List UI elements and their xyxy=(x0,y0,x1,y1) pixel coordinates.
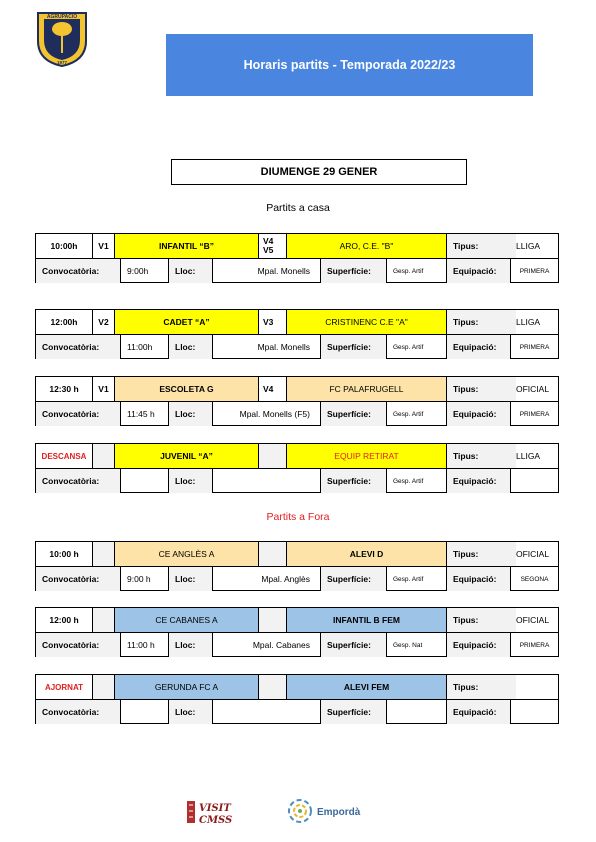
match-row xyxy=(36,377,558,401)
tipus-value xyxy=(510,675,558,699)
match-card xyxy=(35,233,559,283)
page-title: Horaris partits - Temporada 2022/23 xyxy=(243,58,456,72)
away-field-code: V4 V5 xyxy=(258,234,286,258)
away-team: EQUIP RETIRAT xyxy=(286,444,446,468)
details-row xyxy=(36,401,558,426)
club-logo xyxy=(36,11,88,67)
home-field-code xyxy=(92,608,114,632)
logo-year: 1977 xyxy=(56,60,68,65)
superficie-label: Superfície: xyxy=(320,469,386,493)
details-row xyxy=(36,699,558,724)
equipacio-label: Equipació: xyxy=(446,700,510,724)
equipacio-label: Equipació: xyxy=(446,567,510,591)
lloc-label: Lloc: xyxy=(168,700,212,724)
superficie-label: Superfície: xyxy=(320,633,386,657)
home-field-code: V2 xyxy=(92,310,114,334)
visit-text: VISIT xyxy=(199,803,231,814)
tipus-value: LLIGA xyxy=(516,451,541,461)
away-team: FC PALAFRUGELL xyxy=(286,377,446,401)
superficie-label: Superfície: xyxy=(320,259,386,283)
tipus-value: OFICIAL xyxy=(516,384,550,394)
convocatoria-label: Convocatòria: xyxy=(36,259,120,283)
home-field-code xyxy=(92,542,114,566)
lloc-value: Mpal. Cabanes xyxy=(212,633,320,657)
lloc-value xyxy=(212,700,320,724)
convocatoria-label: Convocatòria: xyxy=(36,567,120,591)
emporda-logo xyxy=(287,796,377,826)
superficie-value xyxy=(386,700,446,724)
equipacio-label: Equipació: xyxy=(446,335,510,359)
convocatoria-value: 11:00h xyxy=(120,335,168,359)
away-field-code: V4 xyxy=(258,377,286,401)
equipacio-value xyxy=(510,700,558,724)
convocatoria-label: Convocatòria: xyxy=(36,700,120,724)
details-row xyxy=(36,632,558,657)
equipacio-value: PRIMERA xyxy=(510,402,558,426)
match-time: 12:30 h xyxy=(49,384,79,394)
match-card xyxy=(35,443,559,493)
match-time: 10:00h xyxy=(50,241,78,251)
away-field-code xyxy=(258,675,286,699)
convocatoria-value: 9:00h xyxy=(120,259,168,283)
convocatoria-value xyxy=(120,700,168,724)
home-team: JUVENIL “A” xyxy=(114,444,258,468)
lloc-value: Mpal. Monells (F5) xyxy=(212,402,320,426)
convocatoria-value: 11:00 h xyxy=(120,633,168,657)
visit-cmss-logo xyxy=(185,797,255,827)
cmss-text: CMSS xyxy=(199,815,233,826)
away-team: ARO, C.E. "B" xyxy=(286,234,446,258)
superficie-value: Gesp. Nat xyxy=(386,633,446,657)
tipus-value: LLIGA xyxy=(516,317,541,327)
tipus-label: Tipus: xyxy=(446,444,516,468)
superficie-label: Superfície: xyxy=(320,402,386,426)
home-team: INFANTIL “B” xyxy=(114,234,258,258)
convocatoria-label: Convocatòria: xyxy=(36,335,120,359)
convocatoria-label: Convocatòria: xyxy=(36,402,120,426)
match-row xyxy=(36,234,558,258)
match-card xyxy=(35,607,559,657)
details-row xyxy=(36,566,558,591)
home-field-code: V1 xyxy=(92,234,114,258)
lloc-label: Lloc: xyxy=(168,567,212,591)
match-time: AJORNAT xyxy=(44,682,84,692)
away-field-code xyxy=(258,608,286,632)
equipacio-value: PRIMERA xyxy=(510,335,558,359)
match-time: 12:00 h xyxy=(49,615,79,625)
convocatoria-value: 9:00 h xyxy=(120,567,168,591)
convocatoria-label: Convocatòria: xyxy=(36,469,120,493)
match-card xyxy=(35,541,559,591)
home-field-code: V1 xyxy=(92,377,114,401)
lloc-label: Lloc: xyxy=(168,259,212,283)
match-row xyxy=(36,444,558,468)
equipacio-label: Equipació: xyxy=(446,259,510,283)
match-time: 12:00h xyxy=(50,317,78,327)
match-row xyxy=(36,675,558,699)
details-row xyxy=(36,334,558,359)
away-field-code xyxy=(258,542,286,566)
lloc-label: Lloc: xyxy=(168,633,212,657)
away-team: ALEVI FEM xyxy=(286,675,446,699)
match-day xyxy=(171,159,467,185)
home-team: GERUNDA FC A xyxy=(114,675,258,699)
superficie-label: Superfície: xyxy=(320,700,386,724)
away-team: INFANTIL B FEM xyxy=(286,608,446,632)
match-time: 10:00 h xyxy=(49,549,79,559)
home-team: CADET “A” xyxy=(114,310,258,334)
lloc-value: Mpal. Monells xyxy=(212,259,320,283)
match-card xyxy=(35,674,559,724)
match-card xyxy=(35,376,559,426)
details-row xyxy=(36,258,558,283)
lloc-value: Mpal. Anglès xyxy=(212,567,320,591)
superficie-label: Superfície: xyxy=(320,335,386,359)
convocatoria-value: 11:45 h xyxy=(120,402,168,426)
match-time: DESCANSA xyxy=(41,451,87,461)
lloc-label: Lloc: xyxy=(168,469,212,493)
lloc-label: Lloc: xyxy=(168,335,212,359)
tipus-label: Tipus: xyxy=(446,234,516,258)
tipus-label: Tipus: xyxy=(446,608,516,632)
match-card xyxy=(35,309,559,359)
equipacio-value: PRIMERA xyxy=(510,259,558,283)
match-row xyxy=(36,542,558,566)
home-team: CE ANGLÈS A xyxy=(114,542,258,566)
lloc-label: Lloc: xyxy=(168,402,212,426)
emporda-text: Empordà xyxy=(317,807,361,818)
equipacio-value: PRIMERA xyxy=(510,633,558,657)
home-field-code xyxy=(92,675,114,699)
away-field-code: V3 xyxy=(258,310,286,334)
away-field-code xyxy=(258,444,286,468)
tipus-label: Tipus: xyxy=(446,377,516,401)
tipus-label: Tipus: xyxy=(446,310,516,334)
equipacio-label: Equipació: xyxy=(446,402,510,426)
superficie-label: Superfície: xyxy=(320,567,386,591)
details-row xyxy=(36,468,558,493)
equipacio-label: Equipació: xyxy=(446,469,510,493)
equipacio-value: SEGONA xyxy=(510,567,558,591)
superficie-value: Gesp. Artif xyxy=(386,567,446,591)
section-home-title: Partits a casa xyxy=(266,202,330,214)
convocatoria-value xyxy=(120,469,168,493)
home-field-code xyxy=(92,444,114,468)
superficie-value: Gesp. Artif xyxy=(386,469,446,493)
tipus-label: Tipus: xyxy=(446,675,516,699)
logo-top-text: AGRUPACIÓ xyxy=(46,14,78,20)
home-team: CE CABANES A xyxy=(114,608,258,632)
superficie-value: Gesp. Artif xyxy=(386,335,446,359)
tipus-value: LLIGA xyxy=(516,241,541,251)
lloc-value xyxy=(212,469,320,493)
tipus-value: OFICIAL xyxy=(516,549,550,559)
away-team: CRISTINENC C.E "A" xyxy=(286,310,446,334)
page-title-banner xyxy=(166,34,533,96)
match-row xyxy=(36,310,558,334)
equipacio-label: Equipació: xyxy=(446,633,510,657)
match-day-label: DIUMENGE 29 GENER xyxy=(260,166,378,178)
away-team: ALEVI D xyxy=(286,542,446,566)
superficie-value: Gesp. Artif xyxy=(386,259,446,283)
home-team: ESCOLETA G xyxy=(114,377,258,401)
tipus-value: OFICIAL xyxy=(516,615,550,625)
section-away-title: Partits a Fora xyxy=(266,511,330,523)
tipus-label: Tipus: xyxy=(446,542,516,566)
convocatoria-label: Convocatòria: xyxy=(36,633,120,657)
lloc-value: Mpal. Monells xyxy=(212,335,320,359)
match-row xyxy=(36,608,558,632)
superficie-value: Gesp. Artif xyxy=(386,402,446,426)
equipacio-value xyxy=(510,469,558,493)
